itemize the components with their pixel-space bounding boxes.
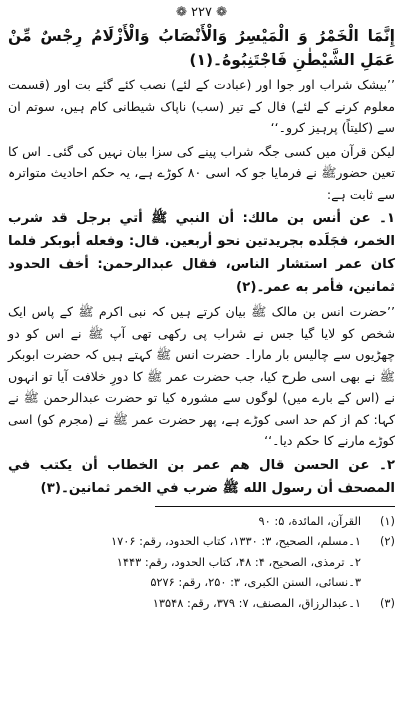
- quran-verse: إِنَّمَا الْخَمْرُ وَ الْمَيْسِرُ وَالْأَنْصَابُ وَالْأَزْلَامُ رِجْسٌ مِّنْ عَمَلِ الشَّيْطٰنِ فَاجْتَنِبُوهُ۔(۱): [8, 27, 395, 69]
- hadith-1-arabic: ۱۔ عن أنس بن مالك: أن النبي ﷺ أتي برجل قد شرب الخمر، فجَلَده بجريدتين نحو أربعين. قال: وفعله أبوبكر فلما كان عمر استشار الناس، فقال عبدالرحمن: أخف الحدود ثمانين، فأمر به عمر۔(۲): [8, 211, 395, 295]
- ornament-right-icon: ❁: [216, 5, 228, 20]
- footnote-text: ۱۔مسلم، الصحيح، ۳: ۱۳۳۰، كتاب الحدود، رقم: ۱۷۰۶: [110, 534, 361, 548]
- footnote-item: [8, 572, 395, 593]
- footnote-item: [8, 552, 395, 573]
- footnotes: [8, 511, 395, 614]
- footnote-number: [361, 572, 395, 593]
- verse-translation: ’’بیشک شراب اور جوا اور (عبادت کے لئے) نصب کئے گئے بت اور (قسمت معلوم کرنے کے لئے) فال کے تیر (سب) ناپاک شیطانی کام ہیں، سوتم ان سے (کلیتاً) پرہیز کرو۔‘‘: [8, 77, 395, 135]
- page-number: ۲۲۷: [191, 5, 212, 20]
- footnote-divider: [155, 506, 395, 507]
- footnote-item: [8, 531, 395, 552]
- footnote-text: ۲۔ ترمذی، الصحيح، ۴: ۴۸، كتاب الحدود، رقم: ۱۴۴۳: [116, 554, 361, 569]
- page-number-header: [8, 4, 395, 22]
- footnote-number: (۳): [379, 595, 395, 610]
- footnote-number: (۱): [379, 513, 395, 528]
- footnote-item: [8, 593, 395, 614]
- footnote-text: القرآن، المائدة، ۵: ۹۰: [258, 513, 361, 528]
- ornament-left-icon: ❁: [175, 5, 187, 20]
- footnote-text: ۳۔نسائی، السنن الكبرى، ۳: ۲۵۰، رقم: ۵۲۷۶: [150, 575, 361, 589]
- intro-paragraph: لیکن قرآن میں کسی جگہ شراب پینے کی سزا بیان نہیں کی گئی۔ اس کا تعین حضورﷺ نے فرمایا جو کہ اسی ۸۰ کوڑے ہے، یہ حکم احادیث متواترہ سے ثابت ہے:: [8, 143, 396, 202]
- footnote-item: [8, 511, 395, 532]
- footnote-number: [361, 552, 395, 573]
- footnote-text: ۱۔عبدالرزاق، المصنف، ۷: ۳۷۹، رقم: ۱۳۵۴۸: [152, 595, 361, 610]
- hadith-1-translation: ’’حضرت انس بن مالک ﷺ بیان کرتے ہیں کہ نبی اکرم ﷺ کے پاس ایک شخص کو لایا گیا جس نے شراب پی رکھی تھی آپ ﷺ نے اس کو دو چھڑیوں سے چالیس بار مارا۔ حضرت انس ﷺ کہتے ہیں کہ حضرت ابوبکر ﷺ نے بھی اسی طرح کیا، جب حضرت عمر ﷺ کا دورِ خلافت آیا تو انہوں نے (اس کے بارے میں) لوگوں سے مشورہ کیا تو حضرت عبدالرحمن ﷺ نے کہا: کم از کم حد اسی کوڑے ہے، پھر حضرت عمر ﷺ نے (مجرم کو) اسی کوڑے مارنے کا حکم دیا۔‘‘: [8, 304, 395, 448]
- hadith-2-arabic: ۲۔ عن الحسن قال هم عمر بن الخطاب أن يكتب في المصحف أن رسول الله ﷺ ضرب في الخمر ثمانين۔(۳): [8, 457, 395, 496]
- footnote-number: (۲): [379, 534, 395, 548]
